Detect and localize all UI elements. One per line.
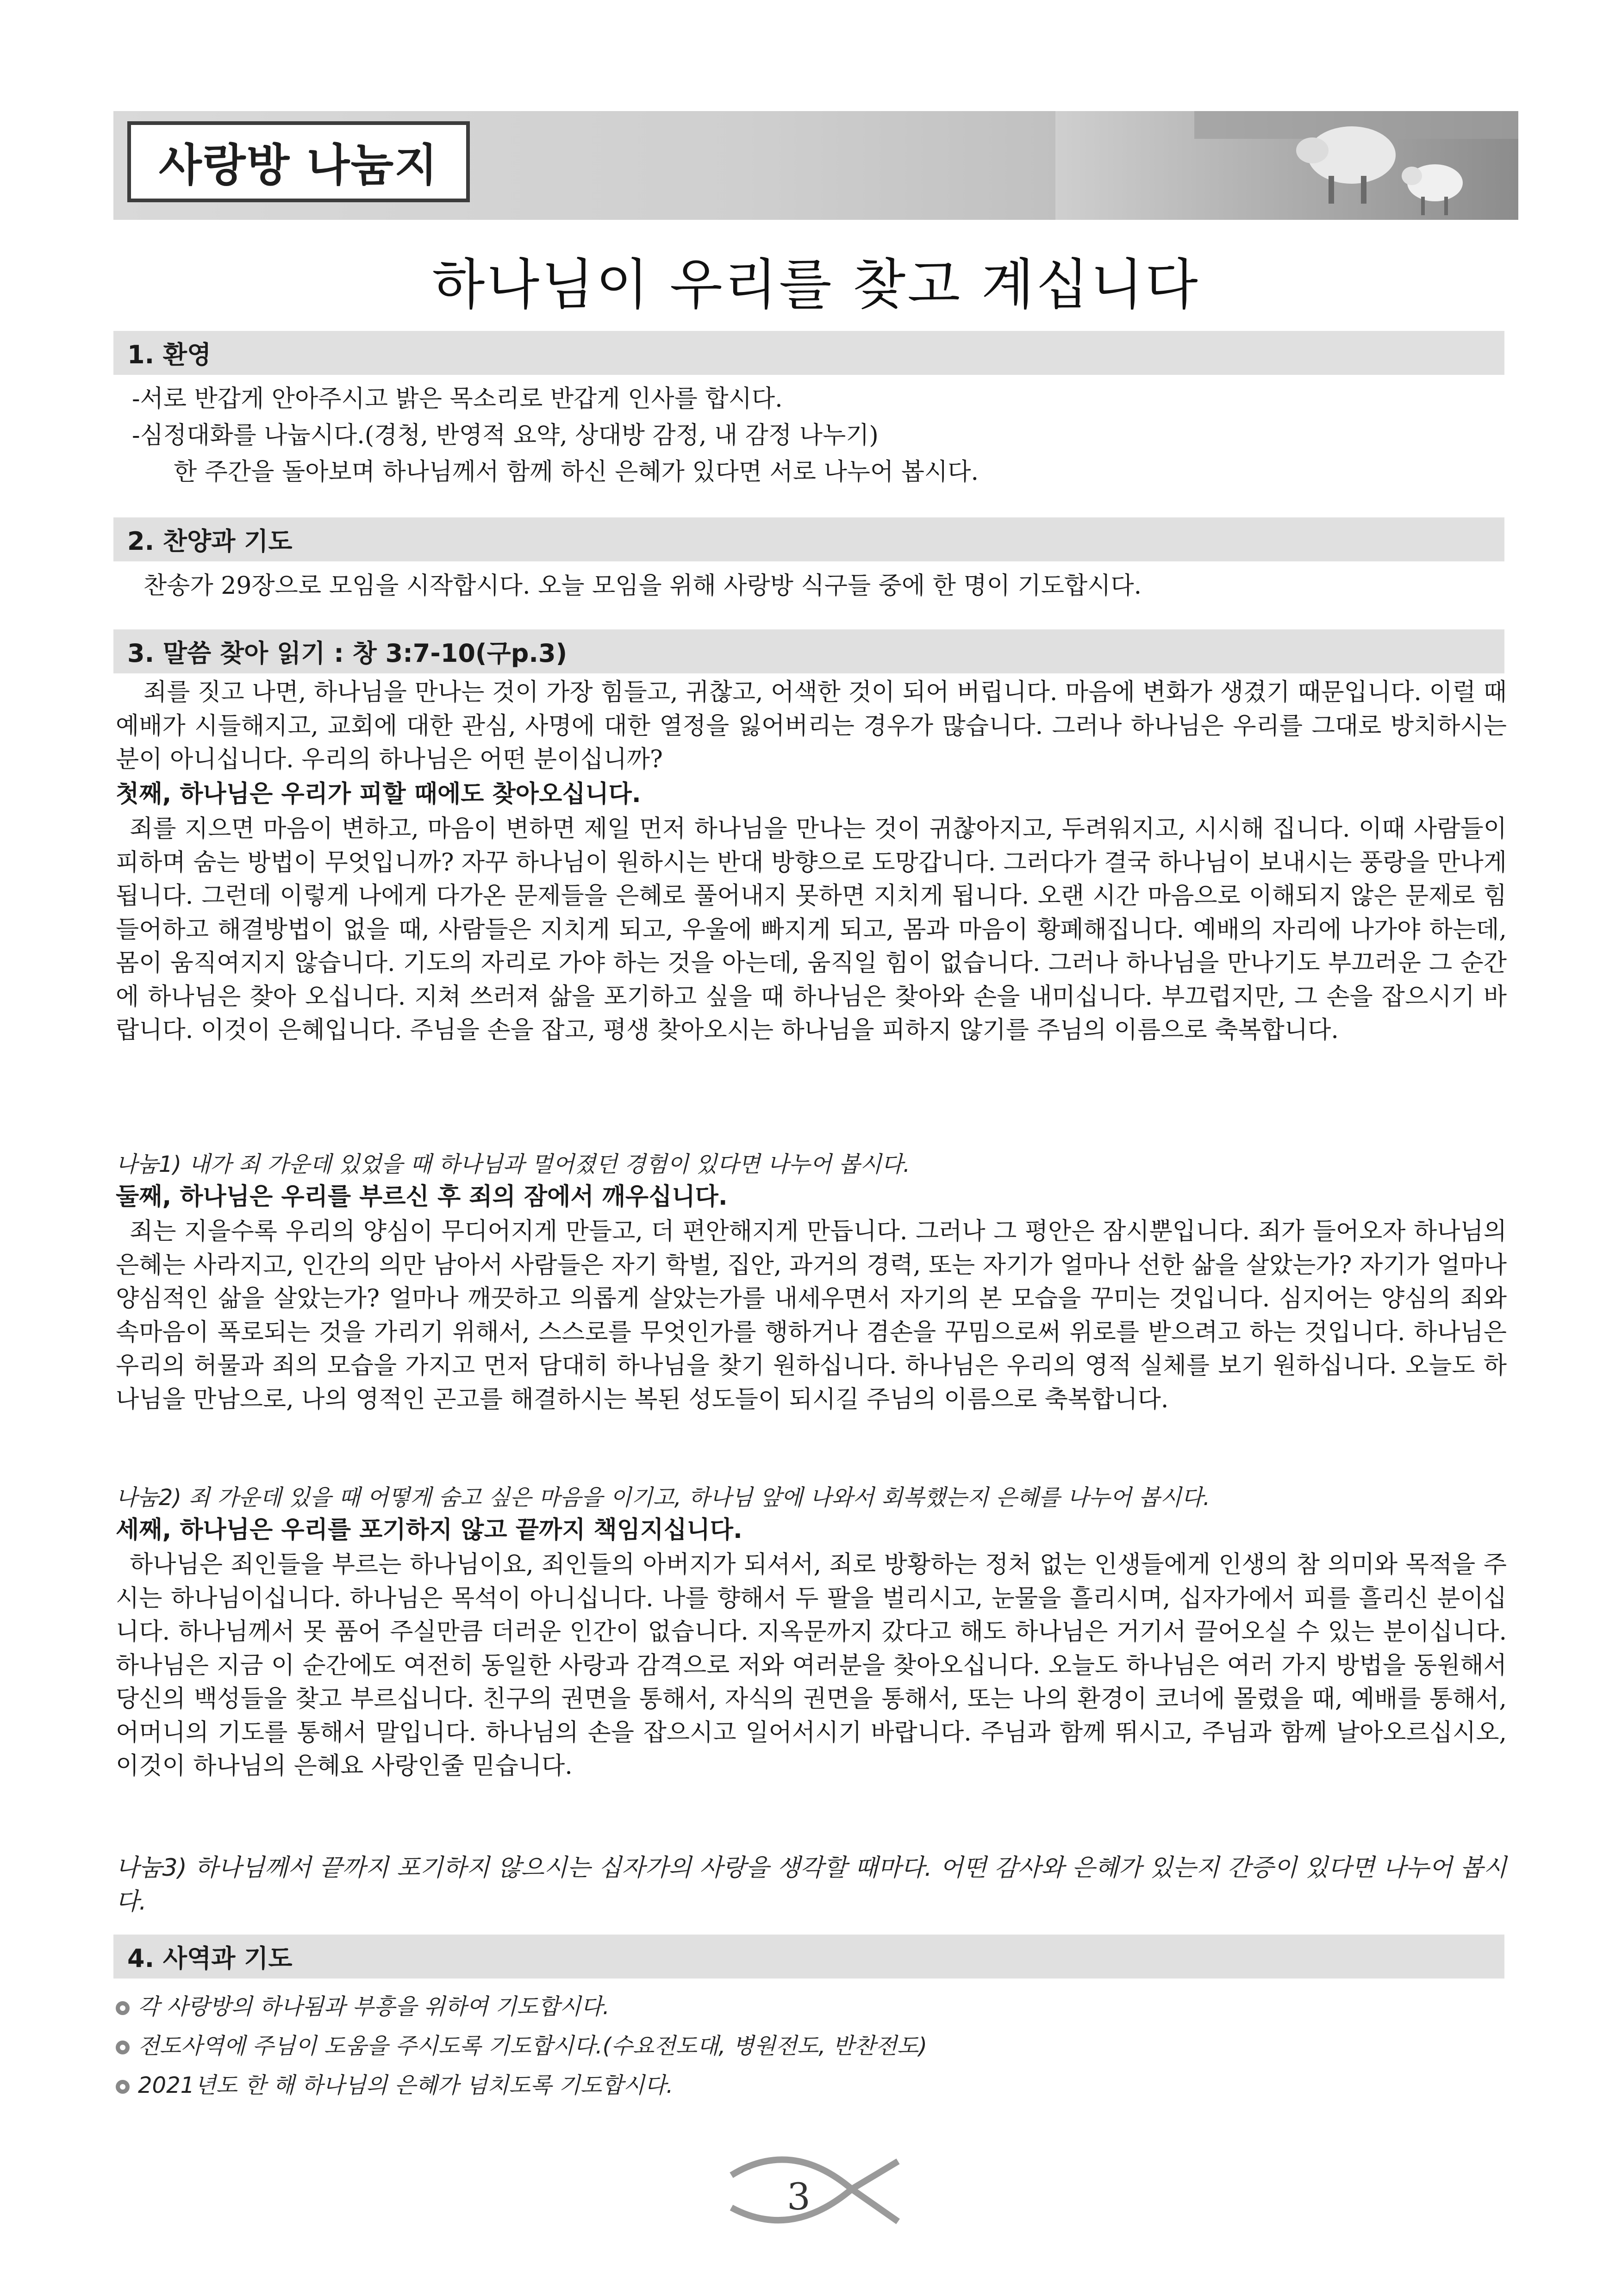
page-title: 하나님이 우리를 찾고 계십니다: [432, 253, 1200, 317]
section-heading-ministry: 4. 사역과 기도: [113, 1935, 1504, 1979]
bullet-icon: [116, 2041, 130, 2054]
welcome-line-3: 한 주간을 돌아보며 하나님께서 함께 하신 은혜가 있다면 서로 나누어 봅시다.: [174, 458, 979, 486]
point2-text: 죄는 지을수록 우리의 양심이 무디어지게 만들고, 더 편안해지게 만듭니다. 그러나 그 평안은 잠시뿐입니다. 죄가 들어오자 하나님의 은혜는 사라지고, 인간의 의만 남아서 사람들은 자기 학벌, 집안, 과거의 경력, 또는 자기가 얼마나 선한 삶을 살았는가? 자기가 얼마나 양심적인 삶을 살았는가? 얼마나 깨끗하고 의롭게 살았는가를 내세우면서 자기의 본 모습을 꾸미는 것입니다. 심지어는 양심의 죄와 속마음이 폭로되는 것을 가리기 위해서, 스스로를 무엇인가를 행하거나 겸손을 꾸밈으로써 위로를 받으려고 하는 것입니다. 하나님은 우리의 허물과 죄의 모습을 가지고 먼저 담대히 하나님을 찾기 원하십니다. 하나님은 우리의 영적 실체를 보기 원하십니다. 오늘도 하나님을 만남으로, 나의 영적인 곤고를 해결하시는 복된 성도들이 되시길 주님의 이름으로 축복합니다.: [116, 1218, 1507, 1413]
bullet-icon: [116, 2080, 130, 2094]
welcome-line-1: -서로 반갑게 안아주시고 밝은 목소리로 반갑게 인사를 합시다.: [132, 385, 783, 413]
share2: 나눔2) 죄 가운데 있을 때 어떻게 숨고 싶은 마음을 이기고, 하나님 앞에 나와서 회복했는지 은혜를 나누어 봅시다.: [116, 1485, 1210, 1511]
point1-text: 죄를 지으면 마음이 변하고, 마음이 변하면 제일 먼저 하나님을 만나는 것이 귀찮아지고, 두려워지고, 시시해 집니다. 이때 사람들이 피하며 숨는 방법이 무엇입니까? 자꾸 하나님이 원하시는 반대 방향으로 도망갑니다. 그러다가 결국 하나님이 보내시는 풍랑을 만나게 됩니다. 그런데 이렇게 나에게 다가온 문제들을 은혜로 풀어내지 못하면 지치게 됩니다. 오랜 시간 마음으로 이해되지 않은 문제로 힘들어하고 해결방법이 없을 때, 사람들은 지치게 되고, 우울에 빠지게 되고, 몸과 마음이 황폐해집니다. 예배의 자리에 나가야 하는데, 몸이 움직여지지 않습니다. 기도의 자리로 가야 하는 것을 아는데, 움직일 힘이 없습니다. 그러나 하나님을 만나기도 부끄러운 그 순간에 하나님은 찾아 오십니다. 지쳐 쓰러져 삶을 포기하고 싶을 때 하나님은 찾아와 손을 내미십니다. 부끄럽지만, 그 손을 잡으시기 바랍니다. 이것이 은혜입니다. 주님을 손을 잡고, 평생 찾아오시는 하나님을 피하지 않기를 주님의 이름으로 축복합니다.: [116, 815, 1507, 1044]
section-heading-welcome: 1. 환영: [113, 331, 1504, 375]
share1: 나눔1) 내가 죄 가운데 있었을 때 하나님과 멀어졌던 경험이 있다면 나누어 봅시다.: [116, 1151, 911, 1177]
point3-title: 세째, 하나님은 우리를 포기하지 않고 끝까지 책임지십니다.: [116, 1516, 742, 1544]
header-title-box: [127, 121, 470, 202]
bullet-icon: [116, 2001, 130, 2015]
section-heading-word: 3. 말씀 찾아 읽기 : 창 3:7-10(구p.3): [113, 629, 1504, 673]
welcome-line-2: -심정대화를 나눕시다.(경청, 반영적 요약, 상대방 감정, 내 감정 나누기): [132, 422, 879, 449]
ministry-item-2: 전도사역에 주님이 도움을 주시도록 기도합시다.(수요전도대, 병원전도, 반찬전도): [116, 2029, 1507, 2063]
point1-title: 첫째, 하나님은 우리가 피할 때에도 찾아오십니다.: [116, 780, 641, 808]
header-banner: [113, 111, 1518, 220]
section-heading-praise: 2. 찬양과 기도: [113, 517, 1504, 561]
header-title: 사랑방 나눔지: [159, 139, 438, 191]
ministry-item-3: 2021년도 한 해 하나님의 은혜가 넘치도록 기도합시다.: [116, 2069, 1507, 2102]
point2-title: 둘째, 하나님은 우리를 부르신 후 죄의 잠에서 깨우십니다.: [116, 1183, 728, 1211]
praise-text: 찬송가 29장으로 모임을 시작합시다. 오늘 모임을 위해 사랑방 식구들 중에 한 명이 기도합시다.: [143, 572, 1142, 600]
ministry-item-1: 각 사랑방의 하나됨과 부흥을 위하여 기도합시다.: [116, 1990, 1507, 2023]
point3-text: 하나님은 죄인들을 부르는 하나님이요, 죄인들의 아버지가 되셔서, 죄로 방황하는 정처 없는 인생들에게 인생의 참 의미와 목적을 주시는 하나님이십니다. 하나님은 목석이 아니십니다. 나를 향해서 두 팔을 벌리시고, 눈물을 흘리시며, 십자가에서 피를 흘리신 분이십니다. 하나님께서 못 품어 주실만큼 더러운 인간이 없습니다. 지옥문까지 갔다고 해도 하나님은 거기서 끌어오실 수 있는 분이십니다. 하나님은 지금 이 순간에도 여전히 동일한 사랑과 감격으로 저와 여러분을 찾아오십니다. 오늘도 하나님은 여러 가지 방법을 동원해서 당신의 백성들을 찾고 부르십니다. 친구의 권면을 통해서, 자식의 권면을 통해서, 또는 나의 환경이 코너에 몰렸을 때, 예배를 통해서, 어머니의 기도를 통해서 말입니다. 하나님의 손을 잡으시고 일어서시기 바랍니다. 주님과 함께 뛰시고, 주님과 함께 날아오르십시오, 이것이 하나님의 은혜요 사랑인줄 믿습니다.: [116, 1551, 1507, 1780]
word-intro: 죄를 짓고 나면, 하나님을 만나는 것이 가장 힘들고, 귀찮고, 어색한 것이 되어 버립니다. 마음에 변화가 생겼기 때문입니다. 이럴 때 예배가 시들해지고, 교회에 대한 관심, 사명에 대한 열정을 잃어버리는 경우가 많습니다. 그러나 하나님은 우리를 그대로 방치하시는 분이 아니십니다. 우리의 하나님은 어떤 분이십니까?: [116, 678, 1507, 773]
page-number: 3: [787, 2175, 811, 2218]
share3: 나눔3) 하나님께서 끝까지 포기하지 않으시는 십자가의 사랑을 생각할 때마다. 어떤 감사와 은혜가 있는지 간증이 있다면 나누어 봅시다.: [116, 1854, 1507, 1916]
sheep-photo: [1055, 111, 1518, 220]
